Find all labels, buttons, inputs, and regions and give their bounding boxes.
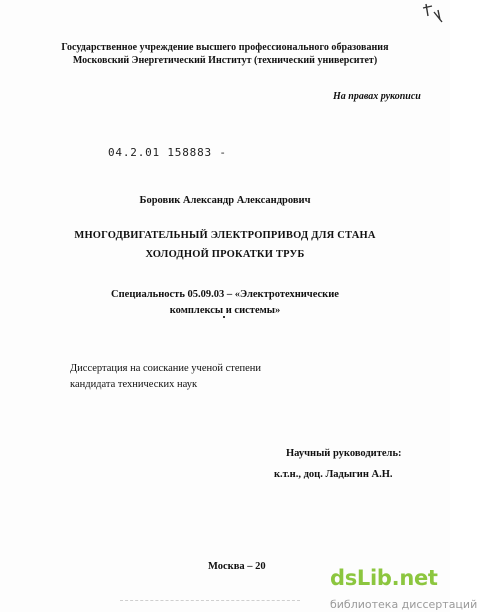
institution-line-2: Московский Энергетический Институт (технический университет) — [72, 55, 378, 66]
institution-line-1: Государственное учреждение высшего профессионального образования — [61, 42, 389, 53]
city-year: Москва – 20 — [208, 561, 266, 572]
specialty-line-1: Специальность 05.09.03 – «Электротехнические — [111, 289, 339, 300]
watermark-logo[interactable]: dsLib.net — [330, 566, 438, 590]
supervisor-name: к.т.н., доц. Ладыгин А.Н. — [274, 469, 393, 480]
dissertation-line-1: Диссертация на соискание ученой степени — [70, 363, 262, 374]
scan-dot — [223, 316, 225, 318]
author-name: Боровик Александр Александрович — [139, 195, 311, 206]
scan-artifact — [120, 600, 300, 604]
supervisor-label: Научный руководитель: — [286, 448, 402, 459]
watermark[interactable] — [330, 566, 477, 612]
dissertation-line-2: кандидата технических наук — [70, 379, 198, 390]
thesis-title-line-1: МНОГОДВИГАТЕЛЬНЫЙ ЭЛЕКТРОПРИВОД ДЛЯ СТАНА — [74, 230, 376, 241]
rights-note: На правах рукописи — [333, 91, 421, 102]
corner-scribble-icon — [420, 2, 446, 24]
specialty-line-2: комплексы и системы» — [169, 305, 281, 316]
thesis-title-line-2: ХОЛОДНОЙ ПРОКАТКИ ТРУБ — [145, 249, 305, 260]
watermark-subtitle: библиотека диссертаций — [330, 598, 477, 611]
registration-stamp: 04.2.01 158883 - — [108, 146, 227, 159]
